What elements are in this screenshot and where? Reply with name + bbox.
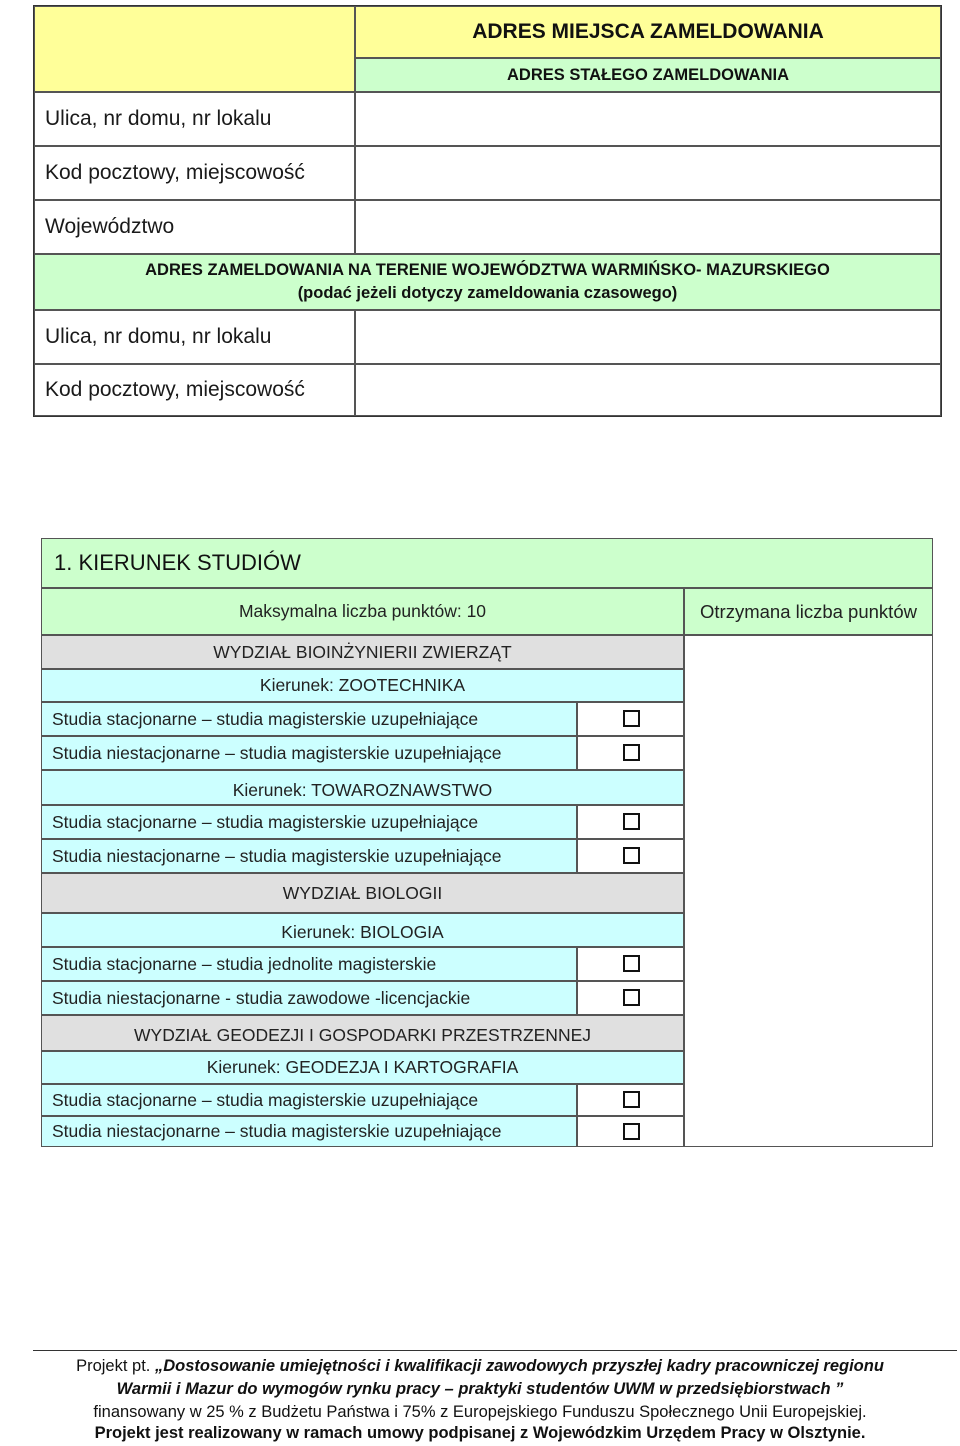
temporary-address-header: [34, 254, 941, 310]
major-name: Kierunek: BIOLOGIA: [41, 913, 684, 947]
major-name: Kierunek: GEODEZJA I KARTOGRAFIA: [41, 1051, 684, 1084]
checkbox-cell: [577, 839, 684, 873]
address-corner-cell: [34, 6, 355, 92]
footer-line-1: [0, 1357, 960, 1376]
postal-label: Kod pocztowy, miejscowość: [34, 146, 355, 200]
checkbox-cell: [577, 805, 684, 839]
study-option-label: Studia niestacjonarne – studia magisterskie uzupełniające: [41, 839, 577, 873]
checkbox-cell: [577, 1084, 684, 1116]
checkbox[interactable]: [623, 1123, 640, 1140]
study-option-label: Studia stacjonarne – studia jednolite magisterskie: [41, 947, 577, 981]
study-option-label: Studia stacjonarne – studia magisterskie uzupełniające: [41, 1084, 577, 1116]
checkbox[interactable]: [623, 744, 640, 761]
province-field[interactable]: [355, 200, 941, 254]
received-points-header: Otrzymana liczba punktów: [684, 588, 933, 635]
major-name: Kierunek: ZOOTECHNIKA: [41, 669, 684, 702]
temp-street-field[interactable]: [355, 310, 941, 364]
address-table: [33, 5, 942, 417]
footer-line-2: Warmii i Mazur do wymogów rynku pracy – praktyki studentów UWM w przedsiębiorstwach ”: [116, 1380, 844, 1398]
study-option-label: Studia stacjonarne – studia magisterskie uzupełniające: [41, 805, 577, 839]
temporary-address-header-line2: (podać jeżeli dotyczy zameldowania czasowego): [297, 284, 678, 302]
permanent-address-header: ADRES STAŁEGO ZAMELDOWANIA: [355, 58, 941, 92]
checkbox-cell: [577, 981, 684, 1015]
checkbox-cell: [577, 736, 684, 770]
faculty-name: WYDZIAŁ BIOINŻYNIERII ZWIERZĄT: [41, 635, 684, 669]
footer-line-4: Projekt jest realizowany w ramach umowy podpisanej z Wojewódzkim Urzędem Pracy w Olsztynie.: [94, 1424, 866, 1442]
footer-line-3: finansowany w 25 % z Budżetu Państwa i 75% z Europejskiego Funduszu Społecznego Unii Europejskiej.: [93, 1403, 867, 1421]
checkbox[interactable]: [623, 1091, 640, 1108]
street-field[interactable]: [355, 92, 941, 146]
checkbox[interactable]: [623, 813, 640, 830]
study-option-label: Studia niestacjonarne – studia magisterskie uzupełniające: [41, 1116, 577, 1147]
study-option-label: Studia niestacjonarne – studia magisterskie uzupełniające: [41, 736, 577, 770]
temp-postal-label: Kod pocztowy, miejscowość: [34, 364, 355, 416]
max-points-header: Maksymalna liczba punktów: 10: [41, 588, 684, 635]
checkbox[interactable]: [623, 847, 640, 864]
faculty-name: WYDZIAŁ GEODEZJI I GOSPODARKI PRZESTRZENNEJ: [41, 1015, 684, 1051]
checkbox-cell: [577, 702, 684, 736]
province-label: Województwo: [34, 200, 355, 254]
checkbox-cell: [577, 1116, 684, 1147]
street-label: Ulica, nr domu, nr lokalu: [34, 92, 355, 146]
postal-field[interactable]: [355, 146, 941, 200]
checkbox[interactable]: [623, 955, 640, 972]
checkbox[interactable]: [623, 710, 640, 727]
footer-project-title: „Dostosowanie umiejętności i kwalifikacji zawodowych przyszłej kadry pracowniczej regionu: [154, 1357, 884, 1375]
checkbox-cell: [577, 947, 684, 981]
checkbox[interactable]: [623, 989, 640, 1006]
study-option-label: Studia stacjonarne – studia magisterskie uzupełniające: [41, 702, 577, 736]
received-points-field[interactable]: [684, 635, 933, 1147]
faculty-name: WYDZIAŁ BIOLOGII: [41, 873, 684, 913]
footer-divider: [33, 1350, 957, 1351]
section-title: 1. KIERUNEK STUDIÓW: [41, 538, 933, 588]
temp-postal-field[interactable]: [355, 364, 941, 416]
temporary-address-header-line1: ADRES ZAMELDOWANIA NA TERENIE WOJEWÓDZTWA WARMIŃSKO- MAZURSKIEGO: [145, 261, 830, 279]
footer-prefix: Projekt pt.: [76, 1357, 155, 1375]
study-option-label: Studia niestacjonarne - studia zawodowe -licencjackie: [41, 981, 577, 1015]
major-name: Kierunek: TOWAROZNAWSTWO: [41, 770, 684, 805]
temp-street-label: Ulica, nr domu, nr lokalu: [34, 310, 355, 364]
address-main-header: ADRES MIEJSCA ZAMELDOWANIA: [355, 6, 941, 58]
